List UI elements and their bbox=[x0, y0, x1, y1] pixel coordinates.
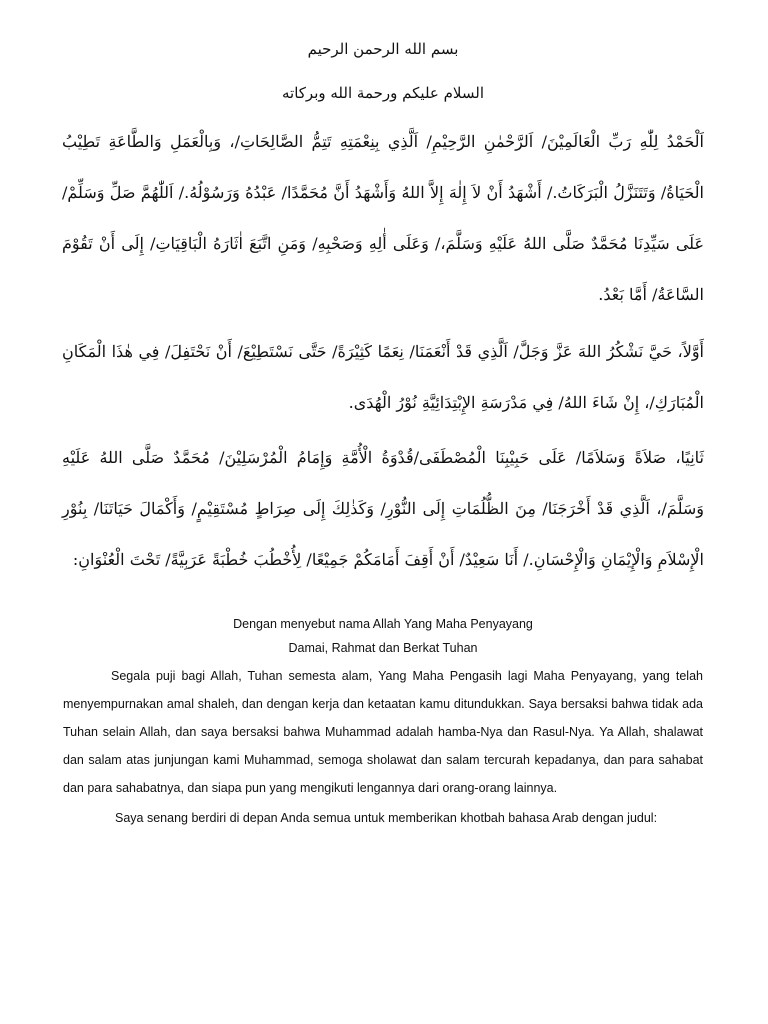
arabic-paragraph-1: اَلْحَمْدُ لِلّٰهِ رَبِّ الْعَالَمِيْنَ/ اَلرَّحْمٰنِ الرَّحِيْمِ/ اَلَّذِي بِنِعْمَتِهِ تَتِمُّ الصَّالِحَاتِ/، وَبِالْعَمَلِ وَالطَّاعَةِ تَطِيْبُ الْحَيَاةُ/ وَتَتَنَزَّلُ الْبَرَكَاتُ./ أَشْهَدُ أَنْ لاَ إِلٰهَ إِلاَّ اللهُ وَأَشْهَدُ أَنَّ مُحَمَّدًا/ عَبْدُهُ وَرَسُوْلُهُ./ اَللّٰهُمَّ صَلِّ وَسَلِّمْ/ عَلَى سَيِّدِنَا مُحَمَّدٌ صَلَّى اللهُ عَلَيْهِ وَسَلَّمَ،/ وَعَلَى أٰلِهِ وَصَحْبِهِ/ وَمَنِ اتَّبَعَ اٰثَارَهُ الْبَاقِيَاتِ/ إِلَى أَنْ تَقُوْمَ السَّاعَةُ/ أَمَّا بَعْدُ. bbox=[62, 132, 704, 304]
translation-heading-1: Dengan menyebut nama Allah Yang Maha Penyayang bbox=[233, 617, 533, 631]
arabic-paragraph-3: ثَانِيًا، صَلاَةً وَسَلاَمًا/ عَلَى حَبِيْبِنَا الْمُصْطَفَى/قُدْوَةُ الْأُمَّةِ وَإِمَامُ الْمُرْسَلِيْنَ/ مُحَمَّدٌ صَلَّى اللهُ عَلَيْهِ وَسَلَّمَ/، اَلَّذِي قَدْ أَخْرَجَنَا/ مِنَ الظُّلُمَاتِ إِلَى النُّوْرِ/ وَكَذٰلِكَ إِلَى صِرَاطٍ مُسْتَقِيْمٍ/ وَأَكْمَالَ حَيَاتَنَا/ بِنُوْرِ الْإِسْلاَمِ وَالْإِيْمَانِ وَالْإِحْسَانِ./ أَنَا سَعِيْدٌ/ أَنْ أَقِفَ أَمَامَكُمْ جَمِيْعًا/ لِأُخْطُبَ خُطْبَةً عَرَبِيَّةً/ تَحْتَ الْعُنْوَانِ: bbox=[62, 448, 704, 569]
arabic-section bbox=[62, 28, 704, 585]
arabic-paragraph-2: أَوَّلاً، حَيَّ نَشْكُرُ اللهَ عَزَّ وَجَلَّ/ اَلَّذِي قَدْ أَنْعَمَنَا/ نِعَمًا كَثِيْرَةً/ حَتَّى نَسْتَطِيْعَ/ أَنْ نَحْتَفِلَ/ فِي هٰذَا الْمَكَانِ الْمُبَارَكِ/، إِنْ شَاءَ اللهُ/ فِي مَدْرَسَةِ الإِبْتِدَائِيَّةِ نُوْرُ الْهُدَى. bbox=[62, 342, 705, 412]
translation-paragraph-1: Segala puji bagi Allah, Tuhan semesta alam, Yang Maha Pengasih lagi Maha Penyayang, yang telah menyempurnakan amal shaleh, dan dengan kerja dan ketaatan kamu ditundukkan. Saya bersaksi bahwa tidak ada Tuhan selain Allah, dan saya bersaksi bahwa Muhammad adalah hamba-Nya dan Rasul-Nya. Ya Allah, shalawat dan salam atas junjungan kami Muhammad, semoga sholawat dan salam tercurah kepadanya, dan para sahabat dan para sahabatnya, dan siapa pun yang mengikuti lengannya dari orang-orang lainnya. bbox=[63, 669, 703, 795]
translation-section bbox=[63, 612, 703, 832]
arabic-bismillah: بسم الله الرحمن الرحيم bbox=[307, 40, 459, 58]
translation-paragraph-2: Saya senang berdiri di depan Anda semua untuk memberikan khotbah bahasa Arab dengan judul: bbox=[115, 811, 658, 825]
arabic-salam: السلام عليكم ورحمة الله وبركاته bbox=[282, 84, 484, 102]
translation-heading-2: Damai, Rahmat dan Berkat Tuhan bbox=[288, 641, 478, 655]
